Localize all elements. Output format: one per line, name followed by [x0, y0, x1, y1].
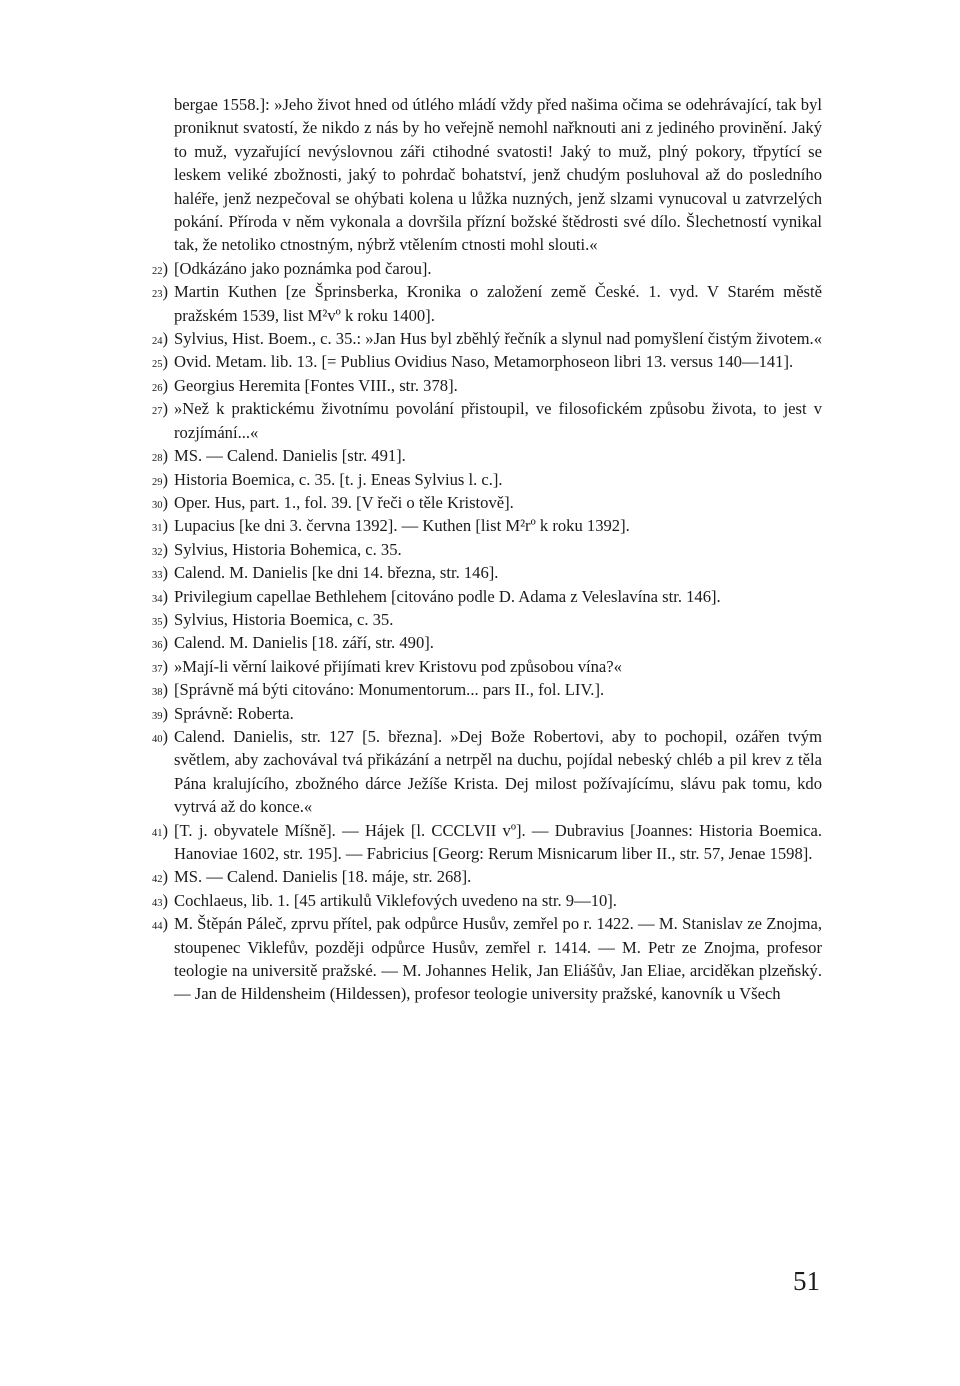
- endnote-text: Historia Boemica, c. 35. [t. j. Eneas Sylvius l. c.].: [174, 469, 503, 489]
- endnote-number-digits: 24: [151, 336, 163, 348]
- endnote-number: 42): [151, 867, 168, 887]
- endnote-number-digits: 41: [151, 827, 163, 839]
- endnote-text: Calend. M. Danielis [ke dni 14. března, str. 146].: [174, 563, 499, 583]
- endnote: [151, 538, 822, 561]
- endnote: [151, 725, 822, 819]
- endnote-text: Calend. M. Danielis [18. září, str. 490].: [174, 633, 434, 653]
- endnote-number: 33): [151, 563, 168, 583]
- endnote-number-digits: 39: [151, 710, 163, 722]
- endnote: [151, 702, 822, 725]
- endnote-number: 25): [151, 352, 168, 372]
- endnotes-list: [151, 257, 823, 1006]
- endnote-number: 26): [151, 375, 168, 395]
- endnote-text: Sylvius, Historia Boemica, c. 35.: [174, 609, 394, 629]
- endnote-number-digits: 26: [151, 382, 163, 394]
- endnote-text: [Správně má býti citováno: Monumentorum... pars II., fol. LIV.].: [174, 680, 605, 700]
- endnote-number: 22): [151, 258, 168, 278]
- endnote-text: Lupacius [ke dni 3. června 1392]. — Kuthen [list M²rº k roku 1392].: [174, 516, 630, 536]
- endnote-text: Privilegium capellae Bethlehem [citováno podle D. Adama z Veleslavína str. 146].: [174, 586, 721, 606]
- endnote-number-digits: 34: [151, 593, 163, 605]
- endnote-number-digits: 35: [151, 616, 163, 628]
- endnote-number-digits: 33: [151, 570, 163, 582]
- endnote-text: »Než k praktickému životnímu povolání přistoupil, ve filosofickém způsobu života, to jest v rozjímání...«: [174, 399, 822, 442]
- endnote-number: 41): [151, 820, 168, 840]
- endnote: [151, 491, 822, 514]
- endnote: [151, 865, 822, 888]
- endnote-text: Cochlaeus, lib. 1. [45 artikulů Viklefových uvedeno na str. 9—10].: [174, 890, 617, 910]
- endnote-number-digits: 38: [151, 687, 163, 699]
- endnote-number-digits: 22: [151, 265, 163, 277]
- endnote-number-digits: 30: [151, 499, 163, 511]
- endnote-number-digits: 36: [151, 640, 163, 652]
- endnote-number: 38): [151, 680, 168, 700]
- text-column: [151, 93, 823, 1006]
- endnote-text: Správně: Roberta.: [174, 703, 294, 723]
- endnote-number: 30): [151, 492, 168, 512]
- page-number: 51: [793, 1266, 820, 1296]
- endnote-number-digits: 29: [151, 476, 163, 488]
- endnote: [151, 514, 822, 537]
- endnote: [151, 655, 822, 678]
- endnote: [151, 468, 822, 491]
- endnote-text: Calend. Danielis, str. 127 [5. března]. »Dej Bože Robertovi, aby to pochopil, ozářen tvým světlem, aby zachovával tvá přikázání a netrpěl na duchu, pojídal nebeský chléb a pil krev z těla Pána kralujícího, zbožného dárce Ježíše Krista. Dej milost požívajícímu, slávu pak tomu, kdo vytrvá až do konce.«: [174, 726, 822, 817]
- endnote-number: 43): [151, 890, 168, 910]
- endnote-number-digits: 32: [151, 546, 163, 558]
- endnote-number: 37): [151, 656, 168, 676]
- endnote-text: [T. j. obyvatele Míšně]. — Hájek [l. CCCLVII vº]. — Dubravius [Joannes: Historia Boemica. Hanoviae 1602, str. 195]. — Fabricius [Georg: Rerum Misnicarum liber II., str. 57, Jenae 1598].: [174, 820, 822, 863]
- endnote-text: Oper. Hus, part. 1., fol. 39. [V řeči o těle Kristově].: [174, 492, 514, 512]
- endnote-number-digits: 42: [151, 874, 163, 886]
- endnote-number-digits: 37: [151, 663, 163, 675]
- endnote-number: 39): [151, 703, 168, 723]
- endnote: [151, 280, 822, 327]
- endnote-number-digits: 31: [151, 523, 163, 535]
- endnote-number: 31): [151, 516, 168, 536]
- endnote-number: 35): [151, 609, 168, 629]
- endnote: [151, 585, 822, 608]
- endnote-number: 27): [151, 399, 168, 419]
- endnote-text: Georgius Heremita [Fontes VIII., str. 378].: [174, 375, 458, 395]
- endnote-number-digits: 43: [151, 897, 163, 909]
- endnote-text: Sylvius, Historia Bohemica, c. 35.: [174, 539, 402, 559]
- endnote-text: Sylvius, Hist. Boem., c. 35.: »Jan Hus byl zběhlý řečník a slynul nad pomyšlení čistým životem.«: [174, 329, 823, 349]
- endnote-number: 40): [151, 726, 168, 746]
- endnote-text: M. Štěpán Páleč, zprvu přítel, pak odpůrce Husův, zemřel po r. 1422. — M. Stanislav ze Znojma, stoupenec Viklefův, později odpůrce Husův, zemřel r. 1414. — M. Petr ze Znojma, profesor teologie na universitě pražské. — M. Johannes Helik, Jan Eliášův, Jan Eliae, arciděkan plzeňský. — Jan de Hildensheim (Hildessen), profesor teologie university pražské, kanovník u Všech: [174, 914, 822, 1004]
- endnote-number-digits: 28: [151, 453, 163, 465]
- endnote-number-digits: 27: [151, 406, 163, 418]
- endnote-text: Martin Kuthen [ze Šprinsberka, Kronika o založení země České. 1. vyd. V Starém městě pražském 1539, list M²vº k roku 1400].: [174, 282, 822, 325]
- endnote-number: 23): [151, 282, 168, 302]
- endnote: [151, 889, 822, 912]
- endnote: [151, 397, 822, 444]
- endnote: [151, 350, 822, 373]
- endnote: [151, 257, 822, 280]
- endnote: [151, 912, 822, 1006]
- endnote-number-digits: 44: [151, 921, 163, 933]
- endnote: [151, 561, 822, 584]
- endnote-number: 24): [151, 329, 168, 349]
- endnote: [151, 327, 823, 350]
- endnote-number: 28): [151, 446, 168, 466]
- endnote: [151, 444, 822, 467]
- endnote-number-digits: 25: [151, 359, 163, 371]
- endnote: [151, 819, 822, 866]
- intro-paragraph: bergae 1558.]: »Jeho život hned od útlého mládí vždy před našima očima se odehrávající, tak byl proniknut svatostí, že nikdo z nás by ho veřejně nemohl nařknouti ani z jediného provinění. Jaký to muž, vyzařující nevýslovnou záři ctihodné svatosti! Jaký to muž, plný pokory, třpytící se leskem veliké zbožnosti, jaký to pohrdač bohatství, jenž chudým posluhoval až do posledního haléře, jenž nezpečoval se ohýbati kolena u lůžka nuzných, jenž slzami vynucoval u zatvrzelých pokání. Příroda v něm vykonala a dovršila přízní božské štědrosti své dílo. Šlechetností vynikal tak, že netoliko ctnostným, nýbrž vtělením ctnosti mohl slouti.«: [174, 95, 822, 255]
- endnote-number: 44): [151, 914, 168, 934]
- endnote: [151, 631, 822, 654]
- endnote-number-digits: 40: [151, 733, 163, 745]
- endnote-number: 29): [151, 469, 168, 489]
- endnote-number: 32): [151, 539, 168, 559]
- endnote-number: 36): [151, 633, 168, 653]
- endnote-text: MS. — Calend. Danielis [18. máje, str. 268].: [174, 867, 472, 887]
- endnote-text: Ovid. Metam. lib. 13. [= Publius Ovidius Naso, Metamorphoseon libri 13. versus 140—141].: [174, 352, 794, 372]
- endnote: [151, 374, 822, 397]
- endnote-text: [Odkázáno jako poznámka pod čarou].: [174, 258, 432, 278]
- endnote: [151, 608, 822, 631]
- endnote-number-digits: 23: [151, 289, 163, 301]
- endnote-text: »Mají-li věrní laikové přijímati krev Kristovu pod způsobou vína?«: [174, 656, 622, 676]
- endnote-number: 34): [151, 586, 168, 606]
- endnote: [151, 678, 822, 701]
- endnote-text: MS. — Calend. Danielis [str. 491].: [174, 446, 406, 466]
